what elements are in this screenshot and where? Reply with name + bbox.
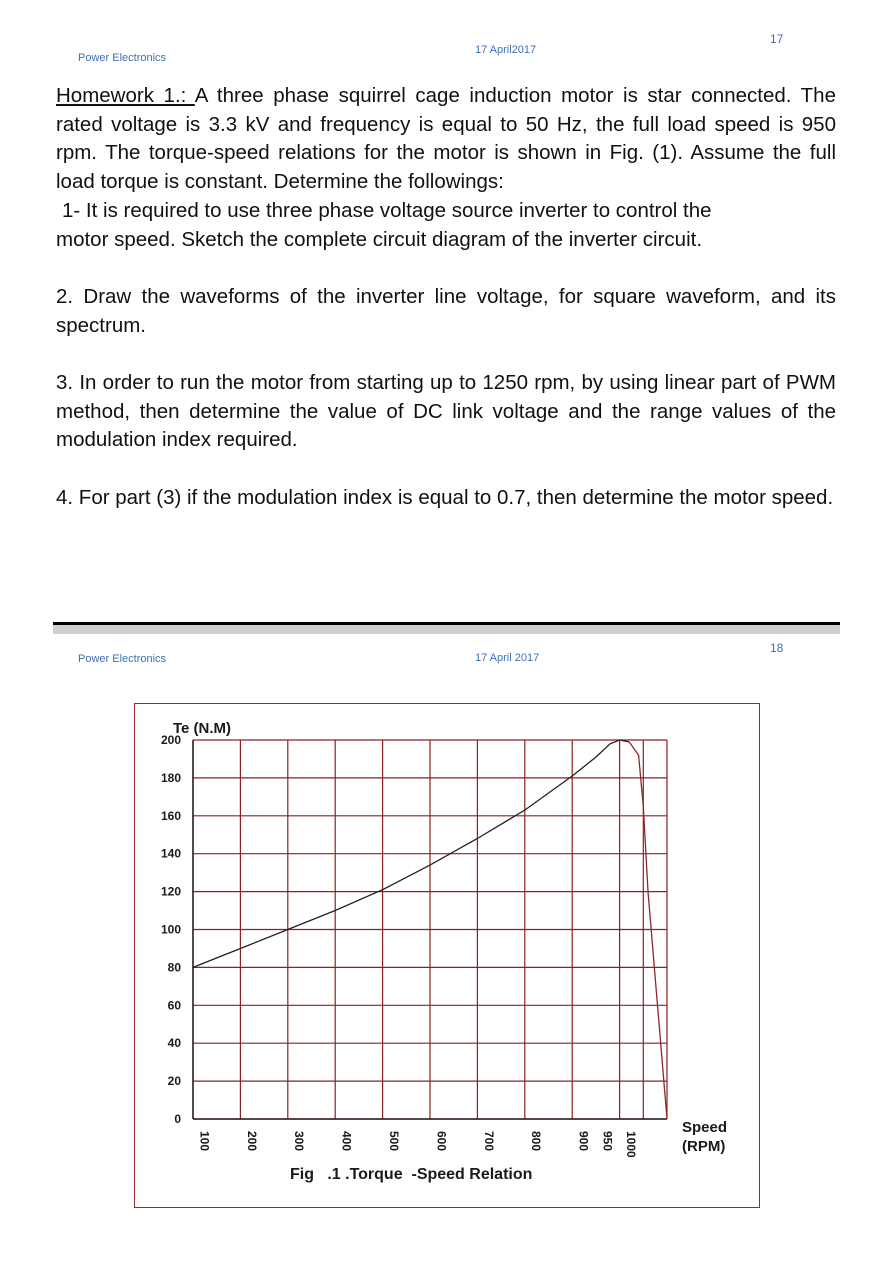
x-tick-labels <box>197 1131 638 1158</box>
y-tick-label-160: 160 <box>160 808 181 823</box>
y-tick-label-0: 0 <box>174 1112 181 1126</box>
x-tick-label-300: 300 <box>292 1131 307 1152</box>
question-2: 2. Draw the waveforms of the inverter line voltage, for square waveform, and its spectrum. <box>56 284 836 337</box>
chart-grid <box>193 740 667 1119</box>
y-axis-label: Te (N.M) <box>173 720 232 737</box>
question-1-line1: 1- It is required to use three phase voltage source inverter to control the <box>62 198 712 222</box>
homework-intro-text: A three phase squirrel cage induction motor is star connected. The rated voltage is 3.3 kV and frequency is equal to 50 Hz, the full load speed is 950 rpm. The torque-speed relations for the motor is shown in Fig. (1). Assume the full load torque is constant. Determine the followings: <box>56 84 836 194</box>
page1-page-number: 17 <box>770 32 784 46</box>
x-axis-label-line1: Speed <box>682 1119 728 1136</box>
torque-curve-tail <box>629 742 667 1119</box>
y-tick-label-140: 140 <box>160 846 181 861</box>
x-tick-label-200: 200 <box>244 1131 259 1152</box>
page2-page-number: 18 <box>770 641 784 655</box>
x-tick-label-500: 500 <box>387 1131 401 1152</box>
page2-header-date: 17 April 2017 <box>475 652 540 664</box>
figure-caption: Fig .1 .Torque -Speed Relation <box>290 1166 533 1183</box>
page2-header-title: Power Electronics <box>78 653 167 665</box>
question-3: 3. In order to run the motor from starting up to 1250 rpm, by using linear part of PWM method, then determine the value of DC link voltage and the range values of the modulation index required. <box>56 371 836 452</box>
y-tick-label-60: 60 <box>167 998 181 1013</box>
homework-label: Homework 1.: <box>56 84 195 107</box>
x-tick-label-800: 800 <box>529 1131 544 1152</box>
y-tick-label-100: 100 <box>160 922 181 937</box>
y-tick-label-180: 180 <box>160 770 181 785</box>
x-tick-label-700: 700 <box>481 1131 496 1152</box>
question-4: 4. For part (3) if the modulation index is equal to 0.7, then determine the motor speed. <box>56 485 834 509</box>
y-tick-label-40: 40 <box>167 1036 181 1051</box>
x-tick-label-900: 900 <box>576 1131 591 1152</box>
y-tick-label-120: 120 <box>160 884 181 899</box>
x-tick-label-400: 400 <box>339 1131 354 1152</box>
x-axis-label-line2: (RPM) <box>682 1138 726 1155</box>
y-tick-labels <box>161 733 181 1126</box>
page1-header-date: 17 April2017 <box>475 44 537 56</box>
y-tick-label-80: 80 <box>167 960 181 975</box>
question-1-line2: motor speed. Sketch the complete circuit diagram of the inverter circuit. <box>56 227 703 251</box>
x-tick-label-600: 600 <box>434 1131 449 1152</box>
page1-header-title: Power Electronics <box>78 52 167 64</box>
y-tick-label-200: 200 <box>160 733 181 747</box>
x-tick-label-100: 100 <box>197 1131 212 1152</box>
y-tick-label-20: 20 <box>167 1074 181 1089</box>
x-tick-label-1000: 1000 <box>624 1131 638 1158</box>
x-tick-label-950: 950 <box>600 1131 615 1152</box>
